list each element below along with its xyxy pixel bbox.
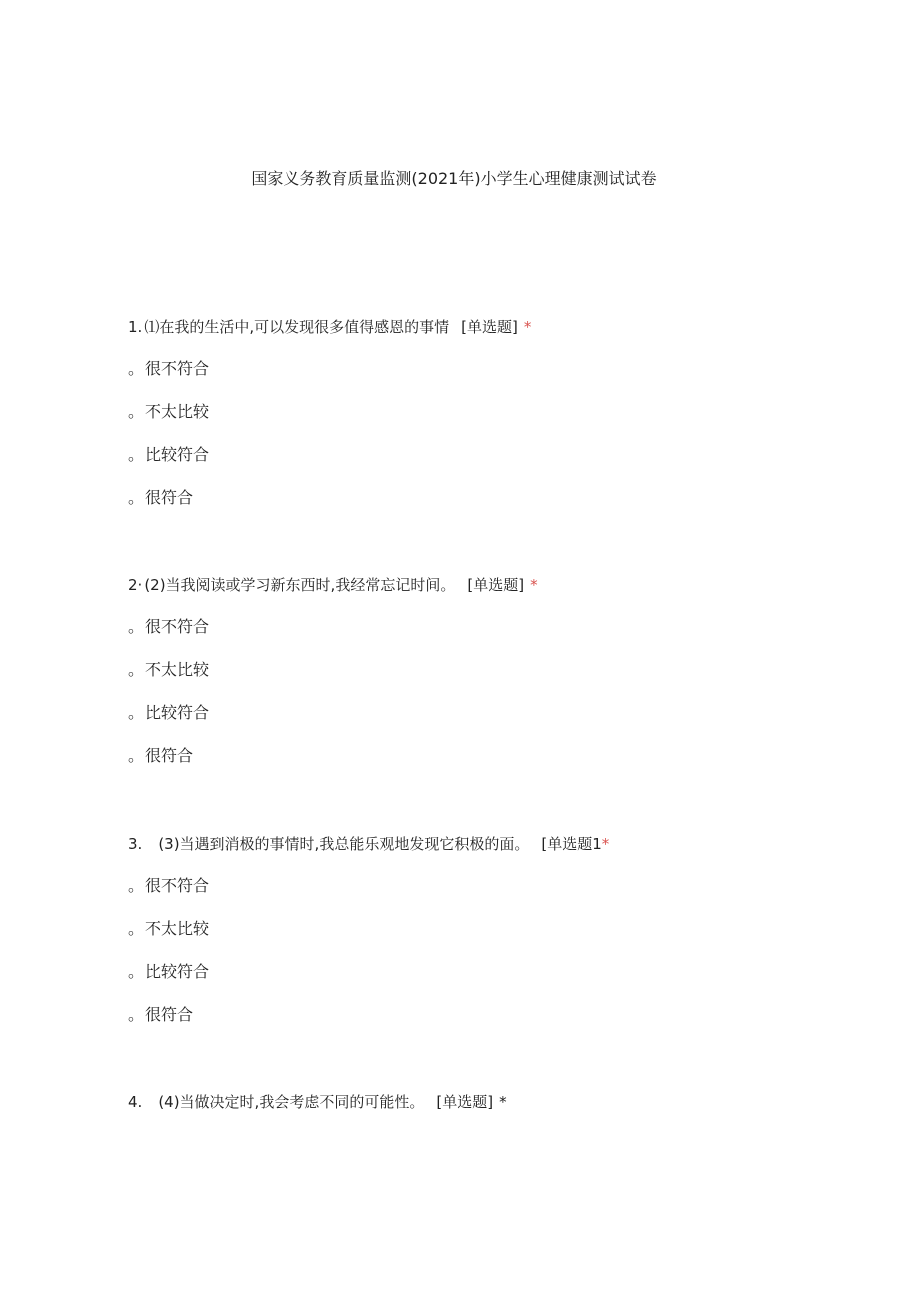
question-number: 2· (128, 576, 143, 594)
question-text: (4)当做决定时,我会考虑不同的可能性。 (158, 1093, 425, 1111)
required-marker: * (499, 1093, 507, 1111)
radio-bullet-icon: 。 (128, 359, 145, 378)
radio-bullet-icon: 。 (128, 660, 145, 679)
question-number: 4. (128, 1093, 143, 1111)
radio-bullet-icon: 。 (128, 617, 145, 636)
radio-bullet-icon: 。 (128, 703, 145, 722)
page-title: 国家义务教育质量监测(2021年)小学生心理健康测试试卷 (251, 169, 657, 188)
option-list (128, 876, 209, 1048)
option-label: 比较符合 (145, 962, 210, 981)
option-label: 不太比较 (145, 660, 210, 679)
option-label: 不太比较 (145, 402, 210, 421)
option-label: 很不符合 (145, 876, 210, 895)
option-label: 比较符合 (145, 445, 210, 464)
question-type-tag: [单选题] (467, 576, 525, 594)
required-marker: * (523, 318, 532, 336)
radio-bullet-icon: 。 (128, 488, 145, 507)
radio-option[interactable] (128, 660, 209, 703)
option-label: 很符合 (145, 746, 194, 765)
question-number: 1. (128, 318, 143, 336)
radio-option[interactable] (128, 445, 209, 488)
question-3-header (128, 834, 888, 854)
radio-bullet-icon: 。 (128, 876, 145, 895)
required-marker: * (530, 576, 538, 594)
question-4-header (128, 1092, 888, 1112)
option-list (128, 359, 209, 531)
question-type-tag: [单选题1 (541, 835, 602, 853)
question-2-header (128, 575, 888, 595)
required-marker: * (601, 835, 610, 853)
radio-bullet-icon: 。 (128, 1005, 145, 1024)
question-1-header (128, 317, 888, 337)
option-label: 不太比较 (145, 919, 210, 938)
option-label: 很不符合 (145, 617, 210, 636)
radio-option[interactable] (128, 1005, 209, 1048)
question-1 (128, 317, 888, 507)
radio-option[interactable] (128, 746, 209, 789)
option-label: 很不符合 (145, 359, 210, 378)
radio-option[interactable] (128, 703, 209, 746)
radio-option[interactable] (128, 876, 209, 919)
radio-option[interactable] (128, 919, 209, 962)
question-text: ⑴在我的生活中,可以发现很多值得感恩的事情 (144, 318, 450, 336)
question-3 (128, 834, 888, 1024)
radio-option[interactable] (128, 962, 209, 1005)
radio-bullet-icon: 。 (128, 919, 145, 938)
question-type-tag: [单选题] (436, 1093, 494, 1111)
radio-bullet-icon: 。 (128, 746, 145, 765)
option-list (128, 617, 209, 789)
question-2 (128, 575, 888, 765)
radio-option[interactable] (128, 488, 209, 531)
question-text: (2)当我阅读或学习新东西时,我经常忘记时间。 (144, 576, 456, 594)
radio-bullet-icon: 。 (128, 962, 145, 981)
option-label: 比较符合 (145, 703, 210, 722)
question-number: 3. (128, 835, 143, 853)
option-label: 很符合 (145, 1005, 194, 1024)
question-type-tag: [单选题] (461, 318, 518, 336)
question-4 (128, 1092, 888, 1112)
radio-bullet-icon: 。 (128, 445, 145, 464)
radio-option[interactable] (128, 359, 209, 402)
question-text: (3)当遇到消极的事情时,我总能乐观地发现它积极的面。 (158, 835, 530, 853)
radio-option[interactable] (128, 617, 209, 660)
option-label: 很符合 (145, 488, 194, 507)
radio-bullet-icon: 。 (128, 402, 145, 421)
radio-option[interactable] (128, 402, 209, 445)
